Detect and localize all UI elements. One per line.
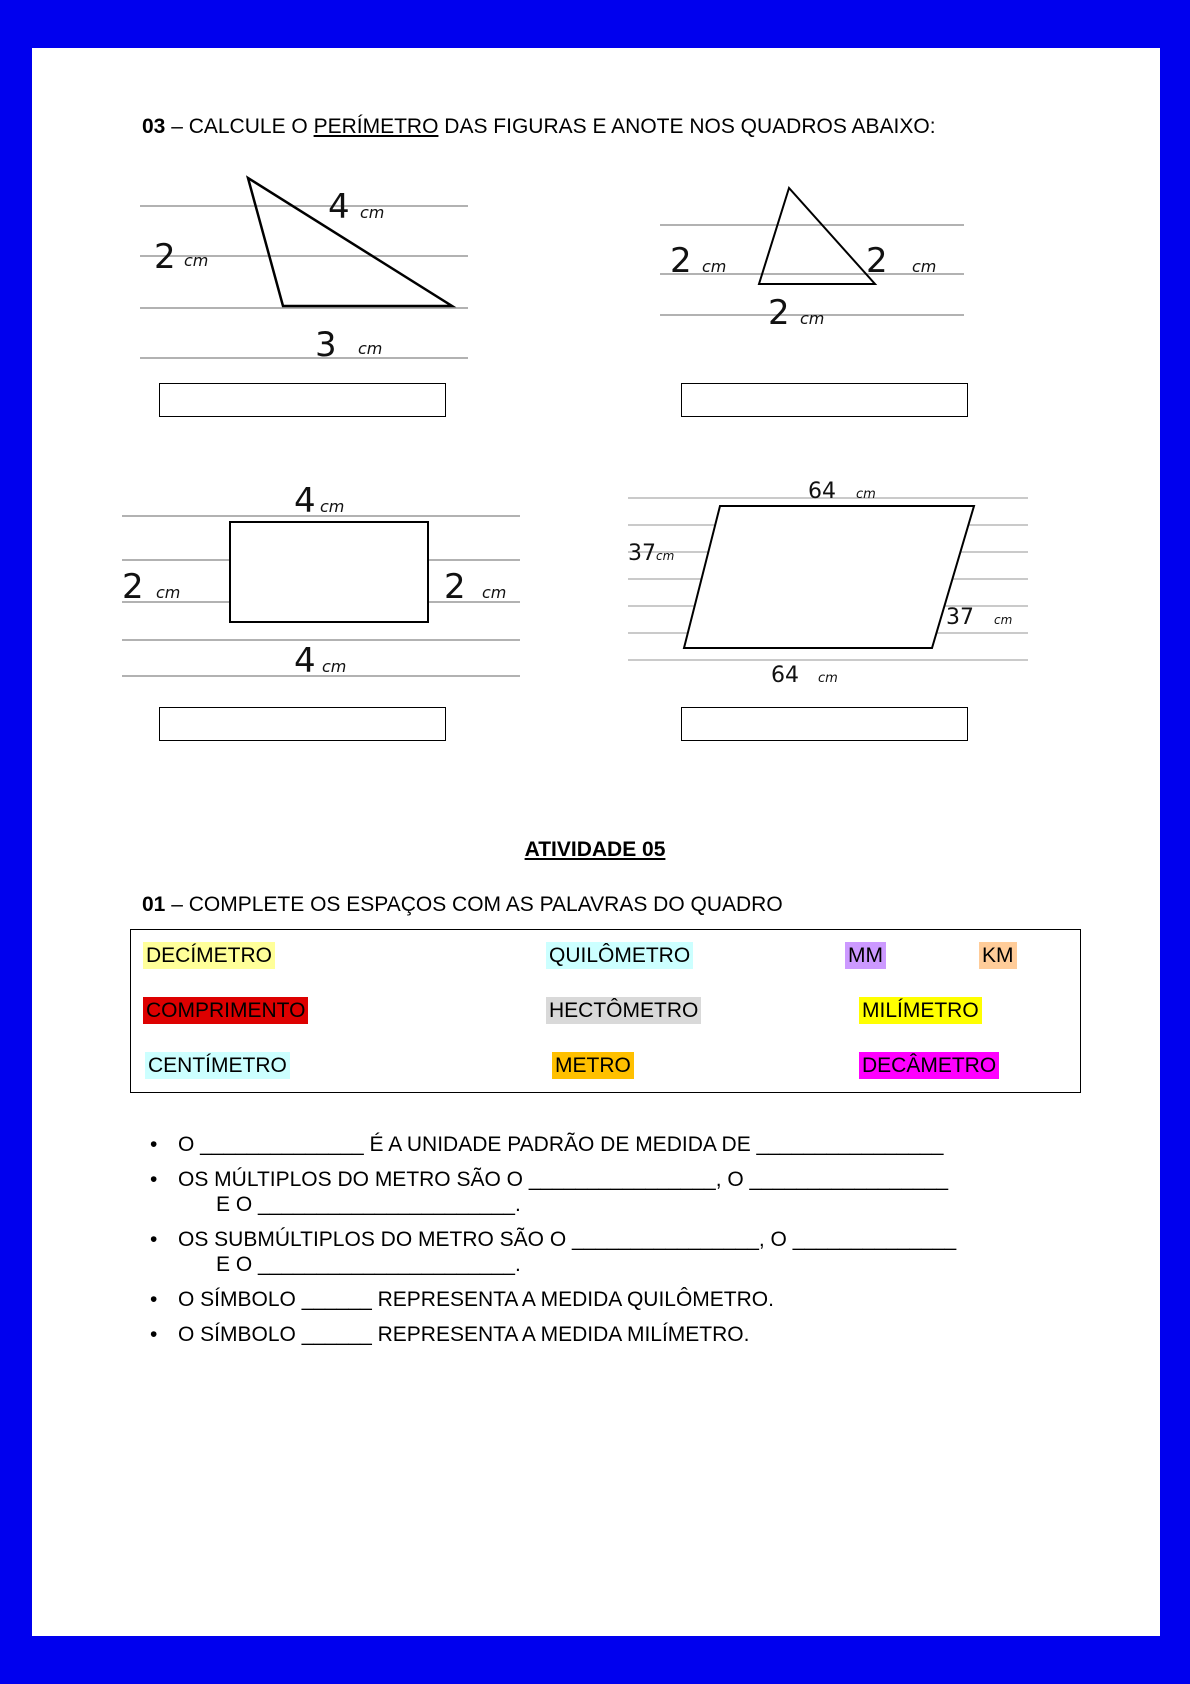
svg-text:cm: cm xyxy=(656,549,675,563)
rect-label-top: 4 xyxy=(294,482,316,521)
svg-text:cm: cm xyxy=(994,613,1013,627)
svg-text:cm: cm xyxy=(360,203,385,222)
rect-label-left: 2 xyxy=(122,567,144,607)
question-number: 03 xyxy=(142,115,166,138)
svg-text:cm: cm xyxy=(800,309,825,328)
svg-text:cm: cm xyxy=(322,657,347,676)
rect-label-right: 2 xyxy=(444,567,466,607)
bullet-icon: • xyxy=(150,1168,158,1191)
svg-text:cm: cm xyxy=(184,251,209,270)
eq-label-right: 2 xyxy=(866,241,888,281)
equilateral-triangle-figure xyxy=(660,180,968,335)
bullet-text: O ______________ É A UNIDADE PADRÃO DE MEDIDA DE ________________ xyxy=(178,1133,944,1156)
rect-label-bottom: 4 xyxy=(294,641,316,681)
eq-label-bottom: 2 xyxy=(768,293,790,333)
word-chip: KM xyxy=(979,942,1017,969)
svg-text:cm: cm xyxy=(156,583,181,602)
bullet-item xyxy=(150,1322,1090,1347)
rectangle-figure xyxy=(122,482,522,682)
heading-text-a: – CALCULE O xyxy=(165,115,314,138)
word-chip: CENTÍMETRO xyxy=(145,1052,290,1079)
question-number: 01 xyxy=(142,893,166,916)
para-label-left: 37 xyxy=(628,541,656,566)
question-01-text: – COMPLETE OS ESPAÇOS COM AS PALAVRAS DO QUADRO xyxy=(165,893,783,916)
bullet-text: O SÍMBOLO ______ REPRESENTA A MEDIDA QUILÔMETRO. xyxy=(178,1288,774,1311)
word-chip: HECTÔMETRO xyxy=(546,997,701,1024)
bullet-text: O SÍMBOLO ______ REPRESENTA A MEDIDA MILÍMETRO. xyxy=(178,1323,750,1346)
svg-text:cm: cm xyxy=(320,497,345,516)
svg-text:cm: cm xyxy=(818,671,838,686)
bullet-text: OS SUBMÚLTIPLOS DO METRO SÃO O ________________, O ______________ xyxy=(178,1228,957,1251)
svg-text:cm: cm xyxy=(856,487,876,502)
para-label-right: 37 xyxy=(946,605,974,630)
word-chip: COMPRIMENTO xyxy=(143,997,308,1024)
bullet-item xyxy=(150,1167,1090,1217)
bullet-icon: • xyxy=(150,1323,158,1346)
parallelogram-figure xyxy=(628,468,1028,688)
word-chip: METRO xyxy=(552,1052,634,1079)
triangle-figure xyxy=(140,168,470,363)
bullet-icon: • xyxy=(150,1133,158,1156)
bullet-item xyxy=(150,1132,1090,1157)
bullet-text: OS MÚLTIPLOS DO METRO SÃO O ________________, O _________________ xyxy=(178,1168,949,1191)
answer-box-triangle[interactable] xyxy=(159,383,446,417)
answer-box-equilateral[interactable] xyxy=(681,383,968,417)
activity-title: ATIVIDADE 05 xyxy=(524,838,666,861)
question-03-heading xyxy=(142,115,936,139)
triangle-label-top: 4 xyxy=(328,187,350,227)
bullet-item xyxy=(150,1287,1090,1312)
fill-in-bullet-list xyxy=(150,1132,1090,1357)
svg-text:cm: cm xyxy=(702,257,727,276)
word-chip: DECÂMETRO xyxy=(859,1052,999,1079)
word-chip: MILÍMETRO xyxy=(859,997,982,1024)
svg-text:cm: cm xyxy=(358,339,383,358)
bullet-text-cont: E O ______________________. xyxy=(216,1193,521,1216)
eq-label-left: 2 xyxy=(670,241,692,281)
heading-underlined: PERÍMETRO xyxy=(313,115,439,138)
bullet-icon: • xyxy=(150,1288,158,1311)
heading-text-b: DAS FIGURAS E ANOTE NOS QUADROS ABAIXO: xyxy=(438,115,936,138)
triangle-label-left: 2 xyxy=(154,237,176,277)
word-chip: DECÍMETRO xyxy=(143,942,275,969)
bullet-icon: • xyxy=(150,1228,158,1251)
word-chip: QUILÔMETRO xyxy=(546,942,693,969)
para-label-bottom: 64 xyxy=(771,663,799,688)
question-01-heading xyxy=(142,893,783,917)
answer-box-rectangle[interactable] xyxy=(159,707,446,741)
word-bank-box xyxy=(130,929,1081,1093)
bullet-item xyxy=(150,1227,1090,1277)
triangle-label-bottom: 3 xyxy=(315,325,337,363)
para-label-top: 64 xyxy=(808,479,836,504)
word-chip: MM xyxy=(845,942,886,969)
answer-box-parallelogram[interactable] xyxy=(681,707,968,741)
bullet-text-cont: E O ______________________. xyxy=(216,1253,521,1276)
svg-text:cm: cm xyxy=(912,257,937,276)
svg-text:cm: cm xyxy=(482,583,507,602)
